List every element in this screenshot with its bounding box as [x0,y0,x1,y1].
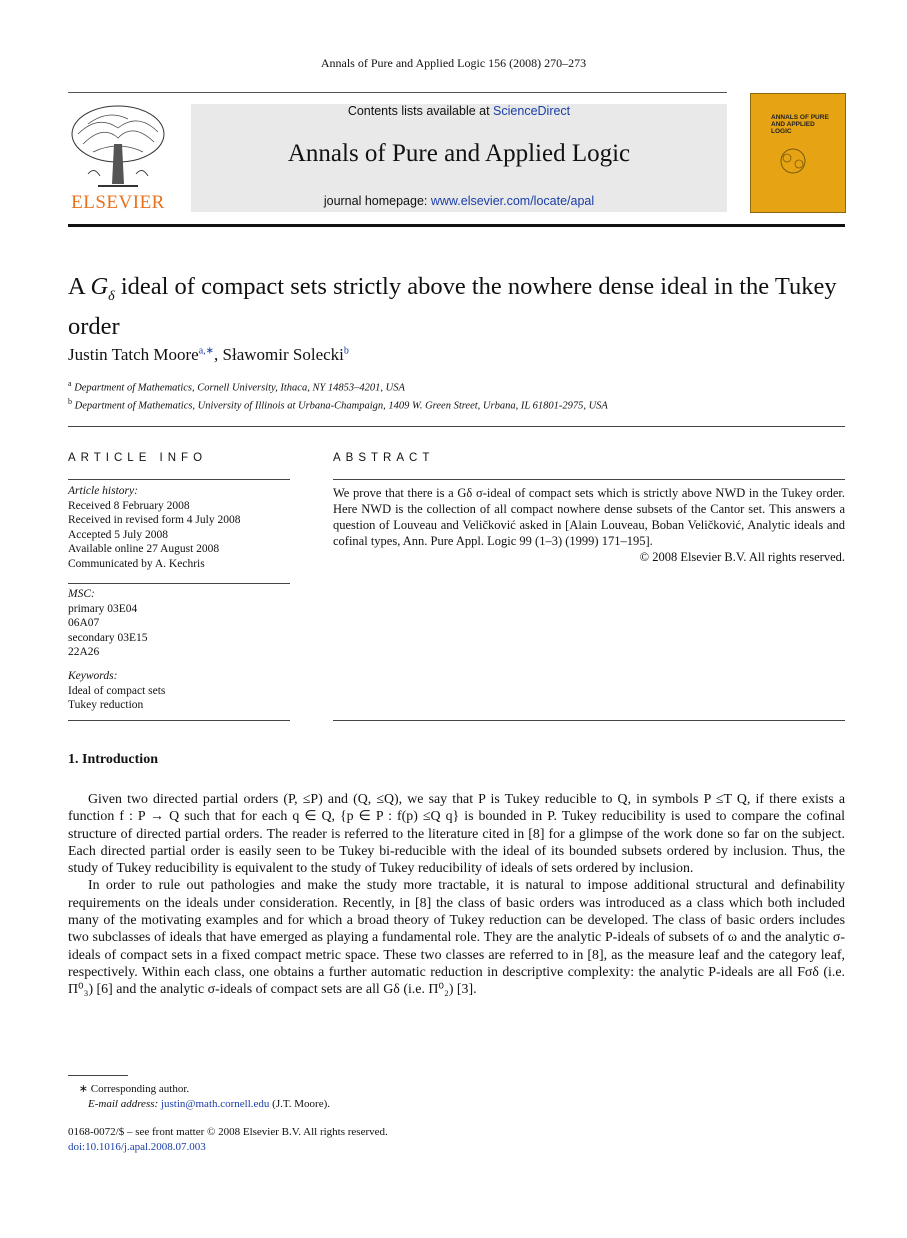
email-link[interactable]: justin@math.cornell.edu [160,1098,270,1110]
divider [68,479,290,480]
section-body [68,791,845,999]
abstract-heading: ABSTRACT [333,452,435,464]
abstract-body [333,485,845,565]
section-rule [68,426,845,427]
paragraph: In order to rule out pathologies and make the study more tractable, it is natural to impose additional structural and definability requirements on the ideals under consideration. Recently, in [8] the class of basic orders was introduced as a class which both included many of the motivating examples and for which a broad theory of Tukey reduction can be developed. The class of basic orders includes two subclasses of ideals that have emerged as playing a fundamental role. They are the analytic P-ideals of subsets of ω and the analytic σ-ideals of compact sets in a fixed compact metric space. These two classes are referred to in [8], as the measure leaf and the category leaf, respectively. Within each class, one obtains a further automatic reduction in descriptive complexity: the analytic P-ideals are all Fσδ (i.e. Π⁰₃) [6] and the analytic σ-ideals of compact sets are all Gδ (i.e. Π⁰₂) [3]. [68,878,845,998]
homepage-link[interactable]: www.elsevier.com/locate/apal [430,194,595,208]
author-affil-mark[interactable]: a,∗ [198,345,215,357]
msc-codes: MSC: primary 03E04 06A07 secondary 03E15 22A26 [68,588,148,658]
running-head: Annals of Pure and Applied Logic 156 (2008) 270–273 [320,56,587,70]
divider [333,720,845,721]
abstract-text: We prove that there is a Gδ σ-ideal of compact sets which is strictly above NWD in the Tukey order. Here NWD is the collection of all compact nowhere dense subsets of the Cantor set. This answers a question of Louveau and Veličković asked in [Alain Louveau, Boban Veličković, Analytic ideals and cofinal types, Ann. Pure Appl. Logic 99 (1–3) (1999) 171–195]. [333,486,845,548]
article-history: Article history: Received 8 February 2008 Received in revised form 4 July 2008 Accepted 5 July 2008 Available online 27 August 2008 Communicated by A. Kechris [68,485,241,570]
author-affil-mark[interactable]: b [343,345,349,357]
divider [333,479,845,480]
homepage-line: journal homepage: www.elsevier.com/locate/apal [323,194,595,208]
author-name: Justin Tatch Moore [68,345,199,364]
cover-emblem-icon [773,146,813,176]
doi-link[interactable]: doi:10.1016/j.apal.2008.07.003 [68,1141,206,1153]
copyright: © 2008 Elsevier B.V. All rights reserved. [639,550,845,564]
affiliation: $^b$ Department of Mathematics, University of Illinois at Urbana-Champaign, 1409 W. Green Street, Urbana, IL 61801-2975, USA [68,397,608,412]
footnote-rule [68,1075,128,1076]
tree-icon [68,104,168,192]
paragraph: Given two directed partial orders (P, ≤P) and (Q, ≤Q), we say that P is Tukey reducible to Q, in symbols P ≤T Q, if there exists a function f : P → Q such that for each q ∈ Q, {p ∈ P : f(p) ≤Q q} is bounded in P. Tukey reducibility is used to compare the cofinal structure of directed partial orders. The reader is referred to the literature cited in [8] for a glimpse of the work done so far on the subject. Each directed partial order is easily seen to be Tukey bi-reducible with the ideal of its bounded subsets ordered by inclusion. Thus, the study of Tukey reducibility is equivalent to the study of Tukey reducibility of ideals of sets ordered by inclusion. [68,792,845,877]
footnote-email: E-mail address: justin@math.cornell.edu (J.T. Moore). [88,1098,331,1110]
header-rule [68,92,727,93]
divider [68,720,290,721]
divider [68,583,290,584]
author-list: Justin Tatch Moore$^{a,∗}$, Sławomir Solecki$^b$ [68,345,349,364]
article-info-heading: ARTICLE INFO [68,452,208,464]
contents-line: Contents lists available at ScienceDirect [347,104,571,118]
publisher-logo [68,104,168,214]
issn-line: 0168-0072/$ – see front matter © 2008 Elsevier B.V. All rights reserved. [68,1126,388,1138]
masthead-rule [68,224,845,227]
keywords: Keywords: Ideal of compact sets Tukey reduction [68,670,166,711]
sciencedirect-link[interactable]: ScienceDirect [493,104,571,118]
affiliation: $^a$ Department of Mathematics, Cornell University, Ithaca, NY 14853–4201, USA [68,379,405,394]
author-name: Sławomir Solecki [222,345,344,364]
footnote-corresponding: ∗ Corresponding author. [78,1083,190,1095]
journal-cover [750,93,846,213]
cover-title: ANNALS OF PURE AND APPLIED LOGIC [771,114,829,135]
journal-banner [191,104,727,212]
journal-title: Annals of Pure and Applied Logic [287,140,631,167]
article-title: A $G_\delta$ ideal of compact sets strictly above the nowhere dense ideal in the Tukey order [68,273,837,340]
section-title: 1. Introduction [68,752,158,767]
elsevier-wordmark: ELSEVIER [71,192,165,213]
